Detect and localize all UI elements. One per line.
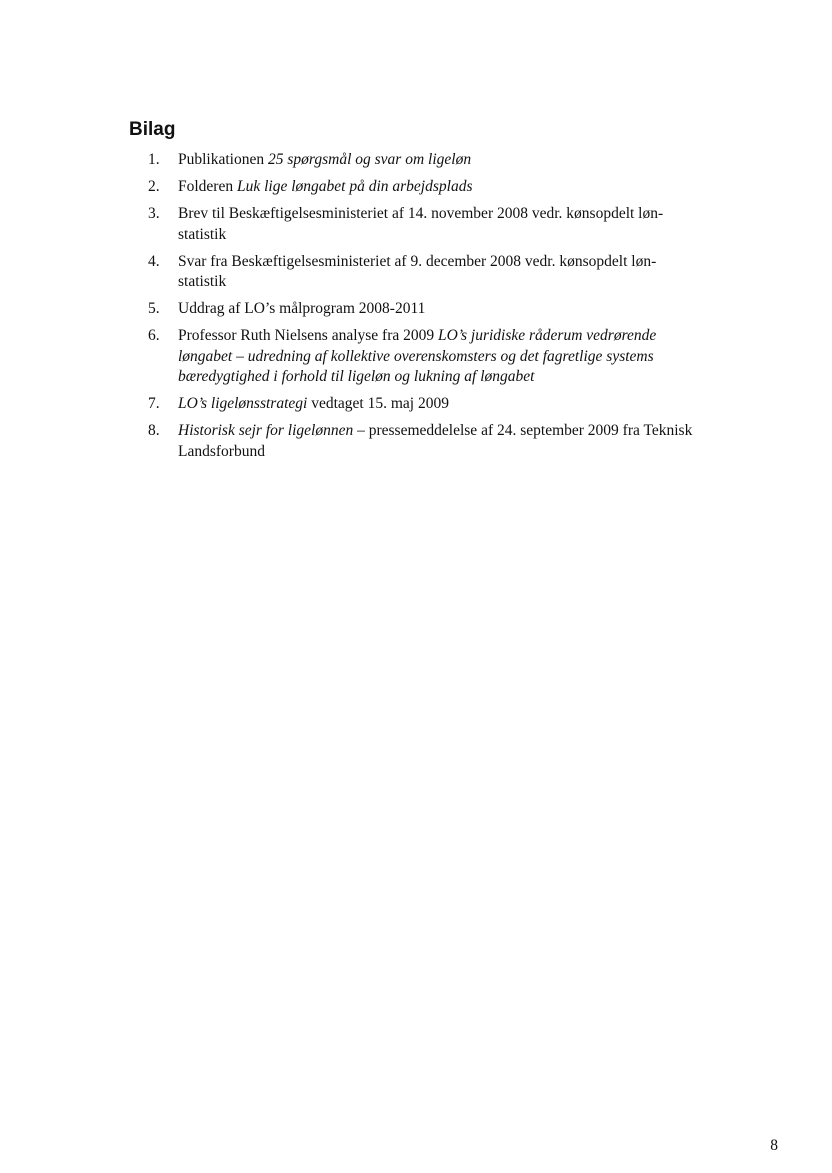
item-title: LO’s juridiske råderum vedrørende løngabet – udredning af kollektive overenskomsters og det fagretlige systems bæredygtighed i forhold til ligeløn og lukning af løngabet (178, 327, 657, 385)
list-item (148, 204, 708, 245)
list-item-number: 1. (148, 151, 160, 168)
item-text-after: vedtaget 15. maj 2009 (307, 395, 449, 412)
item-text: Brev til Beskæftigelsesministeriet af 14. november 2008 vedr. kønsopdelt løn- statistik (178, 205, 664, 243)
item-text-after: – pressemeddelelse af 24. september 2009 fra Teknisk Landsforbund (178, 422, 693, 460)
list-item-text (178, 252, 708, 293)
section-heading: Bilag (129, 119, 176, 140)
item-title: 25 spørgsmål og svar om ligeløn (267, 151, 472, 168)
list-item (148, 394, 708, 415)
item-text: Folderen (178, 178, 237, 195)
page-number: 8 (770, 1137, 778, 1154)
item-text: Uddrag af LO’s målprogram 2008-2011 (178, 300, 426, 317)
item-title: Historisk sejr for ligelønnen (178, 422, 354, 439)
list-item-number: 3. (148, 205, 160, 222)
list-item (148, 299, 708, 320)
list-item-number: 8. (148, 422, 160, 439)
list-item-text (178, 150, 708, 171)
item-text: Svar fra Beskæftigelsesministeriet af 9. december 2008 vedr. kønsopdelt løn- statistik (178, 252, 657, 290)
list-item-number: 2. (148, 178, 160, 195)
list-item (148, 421, 708, 462)
list-item-text (178, 394, 708, 415)
list-item-number: 6. (148, 327, 160, 344)
list-item-text (178, 299, 708, 320)
item-text: Professor Ruth Nielsens analyse fra 2009 (178, 327, 439, 344)
item-title: Luk lige løngabet på din arbejdsplads (236, 178, 473, 195)
appendix-list (148, 150, 708, 469)
list-item-text (178, 177, 708, 198)
list-item-number: 7. (148, 395, 160, 412)
list-item (148, 252, 708, 293)
item-text: Publikationen (178, 151, 268, 168)
list-item-text (178, 326, 708, 388)
list-item-text (178, 204, 708, 245)
list-item (148, 326, 708, 388)
item-title: LO’s ligelønsstrategi (178, 395, 308, 412)
list-item (148, 150, 708, 171)
list-item-text (178, 421, 708, 462)
list-item (148, 177, 708, 198)
list-item-number: 4. (148, 252, 160, 270)
list-item-number: 5. (148, 300, 160, 317)
